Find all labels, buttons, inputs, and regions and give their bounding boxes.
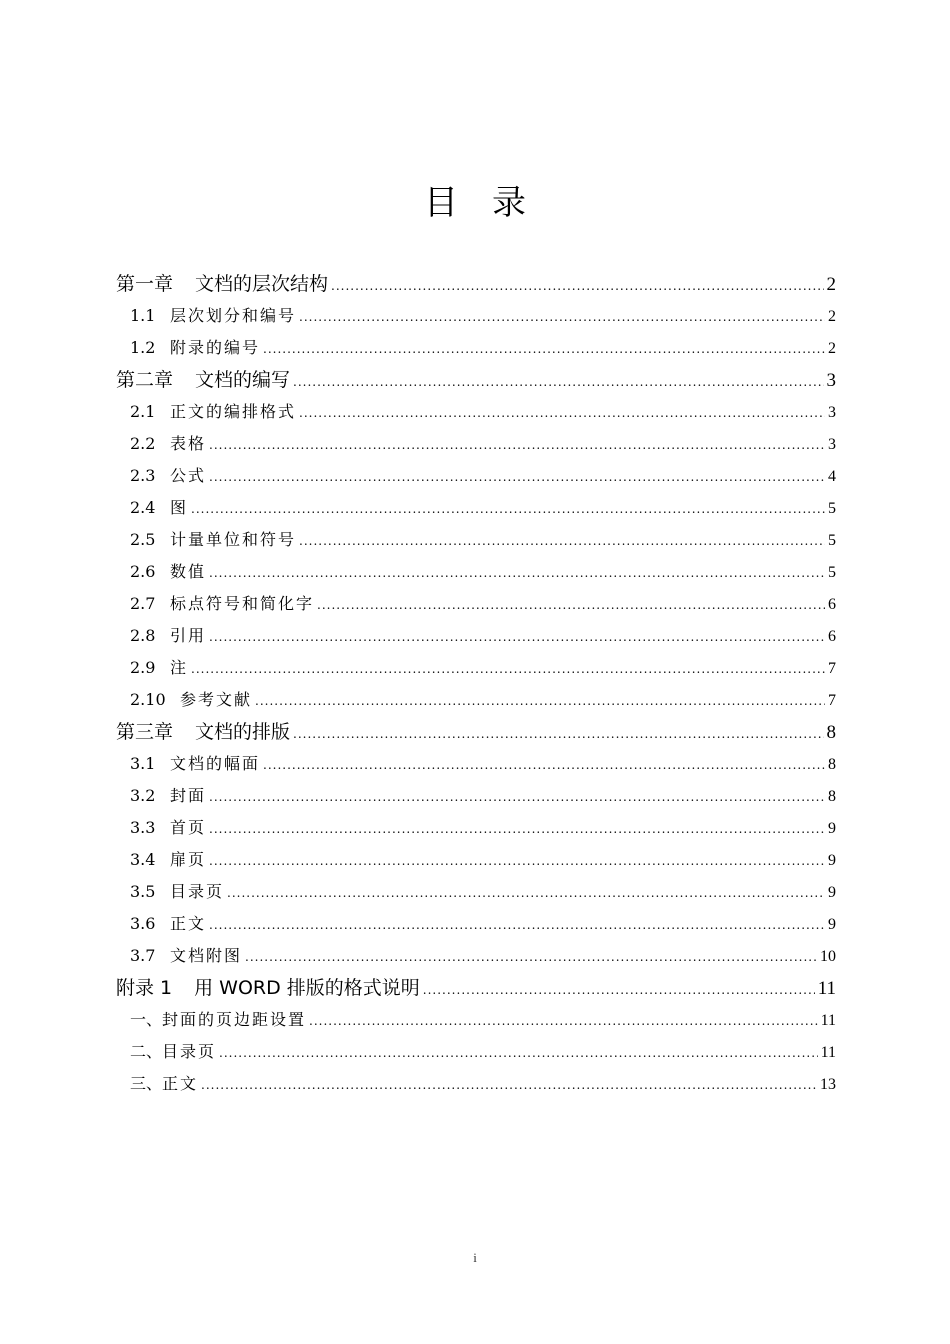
toc-section-entry[interactable] — [116, 620, 836, 652]
toc-entry-page-number: 9 — [828, 852, 836, 869]
dot-leader — [293, 718, 823, 750]
toc-section-entry[interactable] — [116, 908, 836, 940]
toc-entry-page-number: 4 — [828, 468, 836, 485]
toc-entry-number: 三、 — [130, 1074, 163, 1093]
toc-entry-number: 3.5 — [130, 882, 156, 901]
page-title: 目录 — [424, 183, 560, 223]
toc-section-entry[interactable] — [116, 1036, 836, 1068]
toc-entry-page-number: 11 — [820, 1044, 836, 1061]
toc-entry-number: 3.6 — [130, 914, 156, 933]
dot-leader — [255, 685, 825, 717]
toc-entry-title: 文档的编写 — [195, 369, 291, 391]
toc-section-entry[interactable] — [116, 1068, 836, 1100]
toc-entry-title: 参考文献 — [180, 690, 253, 709]
toc-section-entry[interactable] — [116, 684, 836, 716]
toc-section-entry[interactable] — [116, 332, 836, 364]
toc-entry-number: 二、 — [130, 1042, 163, 1061]
toc-entry-title: 图 — [170, 498, 189, 517]
toc-section-entry[interactable] — [116, 300, 836, 332]
toc-entry-title: 文档附图 — [170, 946, 243, 965]
toc-entry-page-number: 7 — [828, 692, 836, 709]
toc-entry-page-number: 8 — [826, 722, 836, 743]
toc-entry-number: 1.1 — [130, 306, 156, 325]
toc-entry-title: 封面 — [170, 786, 207, 805]
toc-section-entry[interactable] — [116, 428, 836, 460]
dot-leader — [299, 301, 825, 333]
toc-entry-title: 首页 — [170, 818, 207, 837]
dot-leader — [423, 974, 815, 1006]
dot-leader — [209, 461, 825, 493]
dot-leader — [309, 1005, 818, 1037]
toc-entry-title: 用 WORD 排版的格式说明 — [194, 977, 420, 999]
dot-leader — [209, 909, 825, 941]
toc-entry-page-number: 11 — [820, 1012, 836, 1029]
toc-entry-number: 3.1 — [130, 754, 156, 773]
toc-entry-page-number: 2 — [826, 274, 836, 295]
toc-entry-title: 数值 — [170, 562, 207, 581]
toc-entry-title: 表格 — [170, 434, 207, 453]
toc-section-entry[interactable] — [116, 780, 836, 812]
dot-leader — [219, 1037, 818, 1069]
toc-entry-number: 2.9 — [130, 658, 156, 677]
toc-entry-number: 2.5 — [130, 530, 156, 549]
toc-entry-number: 3.3 — [130, 818, 156, 837]
toc-entry-page-number: 2 — [828, 308, 836, 325]
toc-entry-title: 计量单位和符号 — [170, 530, 297, 549]
toc-entry-number: 2.8 — [130, 626, 156, 645]
toc-entry-number: 3.4 — [130, 850, 156, 869]
toc-chapter-entry[interactable] — [116, 364, 836, 396]
toc-entry-page-number: 3 — [826, 370, 836, 391]
dot-leader — [263, 333, 825, 365]
toc-entry-number: 2.10 — [130, 690, 166, 709]
dot-leader — [209, 557, 825, 589]
toc-entry-page-number: 6 — [828, 596, 836, 613]
toc-entry-title: 正文 — [162, 1074, 199, 1093]
toc-entry-page-number: 8 — [828, 756, 836, 773]
dot-leader — [331, 270, 823, 302]
table-of-contents — [116, 268, 836, 1100]
toc-section-entry[interactable] — [116, 524, 836, 556]
dot-leader — [299, 525, 825, 557]
toc-entry-title: 封面的页边距设置 — [162, 1010, 307, 1029]
dot-leader — [299, 397, 825, 429]
toc-section-entry[interactable] — [116, 396, 836, 428]
toc-entry-number: 2.2 — [130, 434, 156, 453]
footer-page-number: i — [473, 1250, 477, 1265]
toc-entry-title: 文档的层次结构 — [195, 273, 329, 295]
toc-entry-page-number: 7 — [828, 660, 836, 677]
dot-leader — [293, 366, 823, 398]
toc-entry-title: 注 — [170, 658, 189, 677]
toc-entry-page-number: 5 — [828, 532, 836, 549]
toc-section-entry[interactable] — [116, 748, 836, 780]
dot-leader — [191, 653, 825, 685]
toc-entry-title: 公式 — [170, 466, 207, 485]
toc-entry-number: 2.3 — [130, 466, 156, 485]
dot-leader — [209, 813, 825, 845]
toc-entry-title: 正文 — [170, 914, 207, 933]
toc-entry-title: 附录的编号 — [170, 338, 261, 357]
toc-section-entry[interactable] — [116, 812, 836, 844]
toc-entry-number: 第二章 — [116, 369, 174, 391]
toc-entry-title: 文档的幅面 — [170, 754, 261, 773]
toc-section-entry[interactable] — [116, 556, 836, 588]
toc-entry-page-number: 6 — [828, 628, 836, 645]
toc-entry-number: 1.2 — [130, 338, 156, 357]
toc-entry-title: 标点符号和简化字 — [170, 594, 315, 613]
toc-entry-page-number: 2 — [828, 340, 836, 357]
toc-entry-page-number: 10 — [820, 948, 836, 965]
toc-section-entry[interactable] — [116, 460, 836, 492]
toc-entry-page-number: 5 — [828, 564, 836, 581]
toc-entry-title: 目录页 — [170, 882, 225, 901]
toc-entry-number: 2.7 — [130, 594, 156, 613]
toc-entry-number: 2.1 — [130, 402, 156, 421]
toc-section-entry[interactable] — [116, 492, 836, 524]
toc-entry-number: 第一章 — [116, 273, 174, 295]
toc-section-entry[interactable] — [116, 844, 836, 876]
dot-leader — [191, 493, 825, 525]
toc-entry-number: 一、 — [130, 1010, 163, 1029]
toc-entry-number: 3.2 — [130, 786, 156, 805]
toc-chapter-entry[interactable] — [116, 716, 836, 748]
toc-entry-page-number: 9 — [828, 884, 836, 901]
toc-entry-page-number: 3 — [828, 404, 836, 421]
toc-entry-page-number: 13 — [820, 1076, 836, 1093]
toc-section-entry[interactable] — [116, 940, 836, 972]
toc-entry-page-number: 5 — [828, 500, 836, 517]
dot-leader — [209, 429, 825, 461]
toc-entry-number: 3.7 — [130, 946, 156, 965]
dot-leader — [227, 877, 825, 909]
toc-entry-number: 第三章 — [116, 721, 174, 743]
toc-entry-title: 正文的编排格式 — [170, 402, 297, 421]
dot-leader — [317, 589, 825, 621]
toc-section-entry[interactable] — [116, 652, 836, 684]
toc-entry-number: 2.6 — [130, 562, 156, 581]
toc-entry-page-number: 9 — [828, 820, 836, 837]
toc-entry-number: 附录 1 — [116, 977, 173, 999]
toc-entry-page-number: 9 — [828, 916, 836, 933]
toc-chapter-entry[interactable] — [116, 268, 836, 300]
toc-entry-page-number: 11 — [817, 978, 836, 999]
toc-entry-title: 扉页 — [170, 850, 207, 869]
toc-entry-title: 文档的排版 — [195, 721, 291, 743]
toc-entry-title: 引用 — [170, 626, 207, 645]
toc-entry-number: 2.4 — [130, 498, 156, 517]
toc-chapter-entry[interactable] — [116, 972, 836, 1004]
dot-leader — [201, 1069, 817, 1101]
toc-section-entry[interactable] — [116, 588, 836, 620]
dot-leader — [209, 621, 825, 653]
dot-leader — [209, 781, 825, 813]
toc-section-entry[interactable] — [116, 1004, 836, 1036]
dot-leader — [245, 941, 817, 973]
toc-entry-page-number: 8 — [828, 788, 836, 805]
toc-entry-title: 目录页 — [162, 1042, 217, 1061]
toc-entry-title: 层次划分和编号 — [170, 306, 297, 325]
toc-entry-page-number: 3 — [828, 436, 836, 453]
dot-leader — [209, 845, 825, 877]
toc-section-entry[interactable] — [116, 876, 836, 908]
dot-leader — [263, 749, 825, 781]
